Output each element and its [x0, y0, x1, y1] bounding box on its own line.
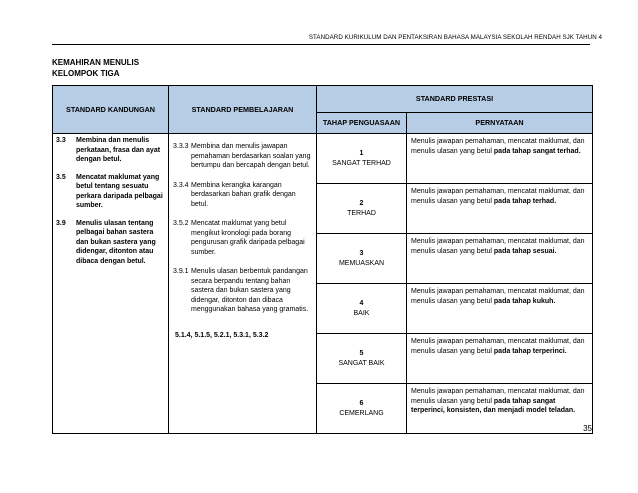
level-cell — [317, 134, 407, 184]
item-text: Membina dan menulis jawapan pemahaman berdasarkan soalan yang bertumpu dan bercapah dengan betul. — [191, 143, 311, 169]
description-emphasis: pada tahap sangat terhad. — [493, 147, 581, 155]
description-text: Menulis jawapan pemahaman, mencatat maklumat, dan menulis ulasan yang betul — [411, 338, 585, 355]
level-name: MEMUASKAN — [338, 259, 385, 267]
standard-pembelajaran-item — [173, 181, 314, 210]
description-emphasis: pada tahap terhad. — [493, 197, 557, 205]
standard-kandungan-item — [56, 136, 166, 165]
item-number: 3.9.1 — [173, 268, 189, 275]
item-text: Menulis ulasan berbentuk pandangan secara berpandu tentang bahan sastera dan bukan sastera yang didengar, ditonton dan dibaca menggunakan bahasa yang gramatis. — [191, 268, 309, 313]
section-heading-line2: KELOMPOK TIGA — [52, 69, 120, 78]
level-description — [407, 134, 593, 184]
level-cell — [317, 284, 407, 334]
description-text: Menulis jawapan pemahaman, mencatat maklumat, dan menulis ulasan yang betul — [411, 238, 585, 255]
level-description — [407, 284, 593, 334]
level-description — [407, 334, 593, 384]
level-description — [407, 234, 593, 284]
level-description — [407, 384, 593, 434]
item-number: 3.5.2 — [173, 220, 189, 227]
header-standard-prestasi: STANDARD PRESTASI — [317, 86, 593, 113]
item-text: Menulis ulasan tentang pelbagai bahan sastera dan bukan sastera yang didengar, ditonton atau dibaca dengan betul. — [76, 219, 156, 265]
header-tahap-penguasaan: TAHAP PENGUASAAN — [317, 113, 407, 134]
header-standard-pembelajaran: STANDARD PEMBELAJARAN — [169, 86, 317, 134]
level-number: 4 — [359, 300, 364, 307]
level-name: SANGAT TERHAD — [332, 159, 391, 167]
standard-pembelajaran-cell — [169, 134, 317, 434]
level-number: 5 — [359, 350, 364, 357]
level-cell — [317, 384, 407, 434]
level-cell — [317, 184, 407, 234]
description-emphasis: pada tahap terperinci. — [493, 347, 567, 355]
description-text: Menulis jawapan pemahaman, mencatat maklumat, dan menulis ulasan yang betul — [411, 138, 585, 155]
curriculum-table — [52, 85, 593, 434]
page-number: 35 — [583, 424, 592, 433]
item-text: Mencatat maklumat yang betul mengikut kronologi pada borang pengurusan grafik daripada pelbagai sumber. — [191, 220, 305, 256]
standard-kandungan-item — [56, 173, 166, 211]
description-emphasis: pada tahap sesuai. — [493, 247, 557, 255]
level-number: 1 — [359, 150, 364, 157]
item-number: 3.3.4 — [173, 181, 189, 189]
description-emphasis: pada tahap kukuh. — [493, 297, 556, 305]
section-heading-line1: KEMAHIRAN MENULIS — [52, 58, 140, 67]
header-standard-kandungan: STANDARD KANDUNGAN — [53, 86, 169, 134]
standard-kandungan-item — [56, 219, 166, 267]
item-text: Mencatat maklumat yang betul tentang sesuatu perkara daripada pelbagai sumber. — [76, 173, 163, 209]
level-name: BAIK — [353, 309, 370, 317]
section-heading — [52, 57, 139, 79]
header-divider — [52, 44, 590, 45]
description-text: Menulis jawapan pemahaman, mencatat maklumat, dan menulis ulasan yang betul — [411, 388, 585, 405]
level-cell — [317, 334, 407, 384]
level-number: 2 — [359, 200, 364, 207]
header-pernyataan: PERNYATAAN — [407, 113, 593, 134]
item-text: Membina kerangka karangan berdasarkan bahan grafik dengan betul. — [191, 181, 296, 208]
item-number: 3.3 — [56, 137, 66, 144]
reference-codes: 5.1.4, 5.1.5, 5.2.1, 5.3.1, 5.3.2 — [175, 331, 269, 339]
level-cell — [317, 234, 407, 284]
standard-pembelajaran-item — [173, 267, 314, 315]
item-text: Membina dan menulis perkataan, frasa dan ayat dengan betul. — [76, 137, 161, 163]
item-number: 3.5 — [56, 173, 66, 181]
standard-pembelajaran-item — [173, 219, 314, 257]
level-name: SANGAT BAIK — [338, 359, 385, 367]
item-number: 3.3.3 — [173, 143, 189, 150]
level-name: TERHAD — [347, 209, 376, 217]
description-emphasis: pada tahap sangat terperinci, konsisten, dan menjadi model teladan. — [411, 397, 576, 414]
level-number: 3 — [359, 250, 364, 257]
description-text: Menulis jawapan pemahaman, mencatat maklumat, dan menulis ulasan yang betul — [411, 288, 585, 305]
level-number: 6 — [359, 400, 364, 407]
item-number: 3.9 — [56, 219, 66, 227]
standard-kandungan-cell — [53, 134, 169, 434]
description-text: Menulis jawapan pemahaman, mencatat maklumat, dan menulis ulasan yang betul — [411, 188, 585, 205]
page-header-title: STANDARD KURIKULUM DAN PENTAKSIRAN BAHASA MALAYSIA SEKOLAH RENDAH SJK TAHUN 4 — [308, 34, 602, 41]
level-name: CEMERLANG — [339, 409, 384, 417]
level-description — [407, 184, 593, 234]
standard-pembelajaran-item — [173, 142, 314, 171]
